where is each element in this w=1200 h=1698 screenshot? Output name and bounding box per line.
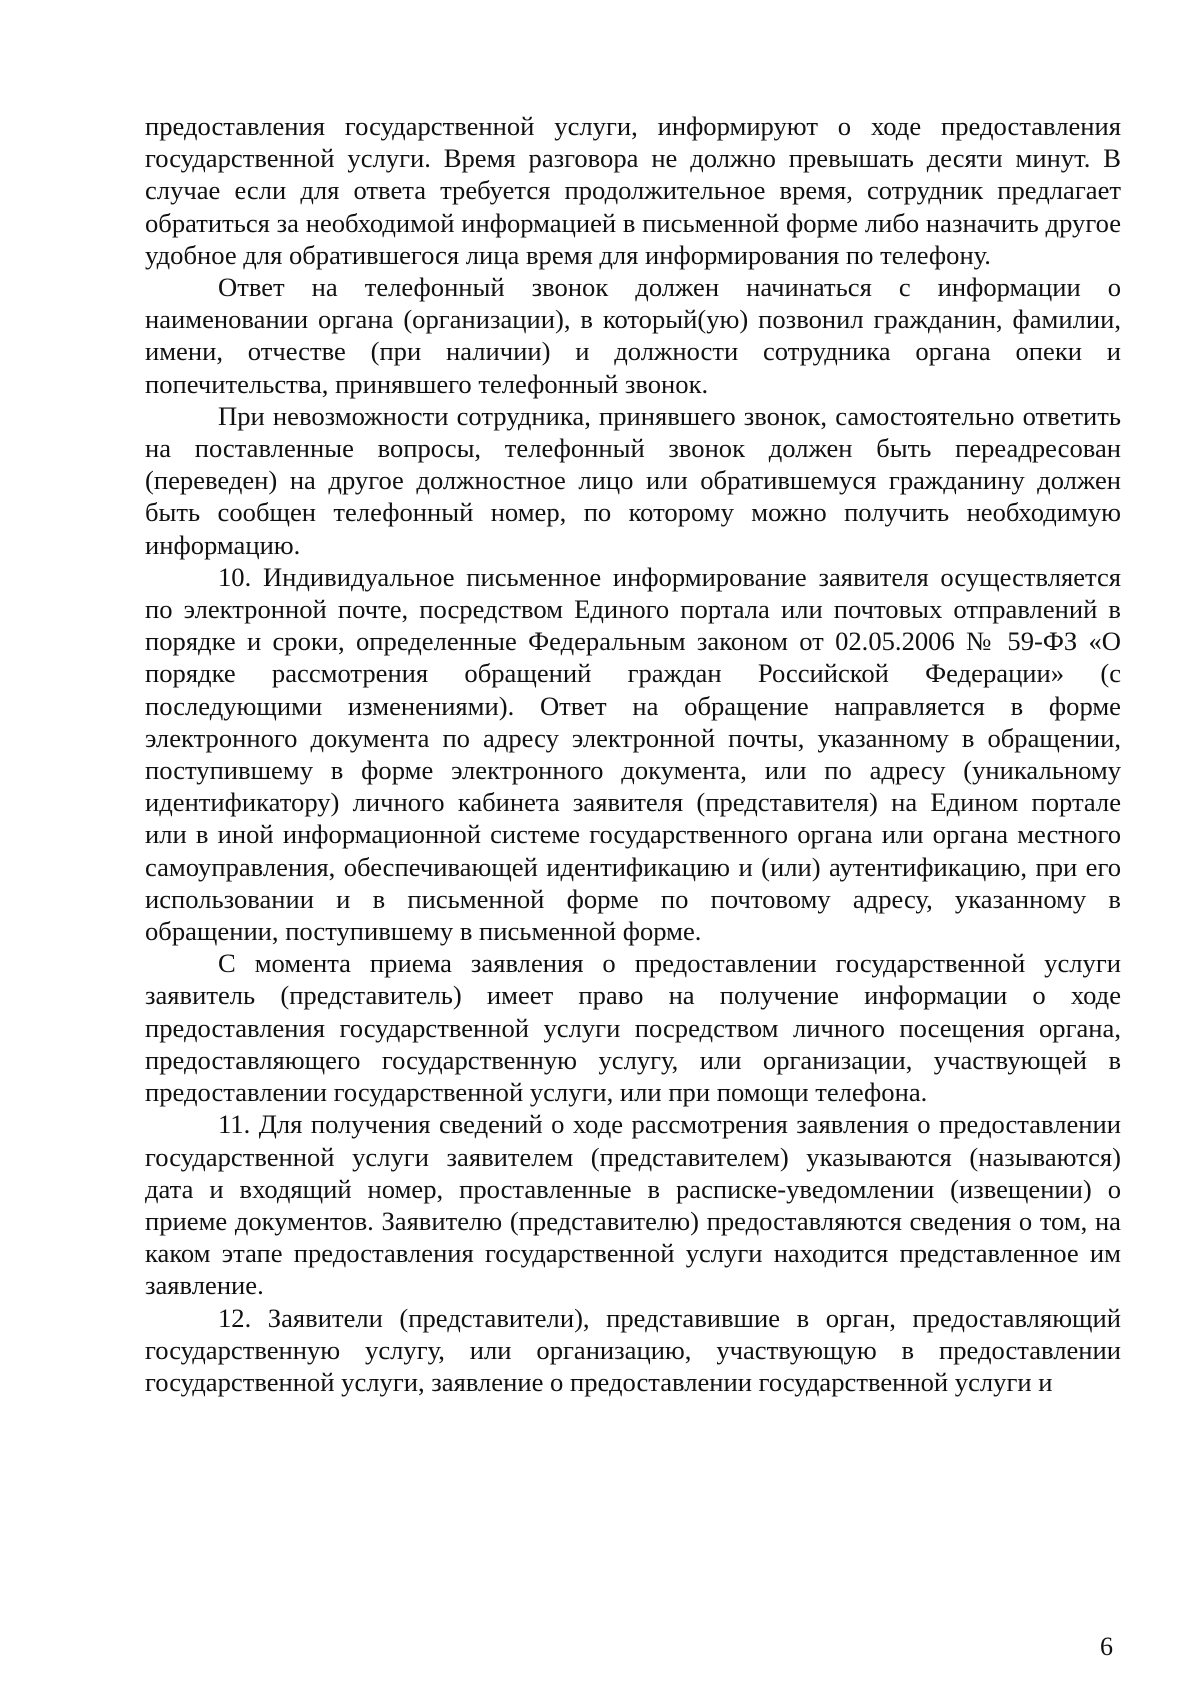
paragraph-call-answer: Ответ на телефонный звонок должен начинаться с информации о наименовании органа (организации), в который(ую) позвонил гражданин, фамилии, имени, отчестве (при наличии) и должности сотрудника органа опеки и попечительства, принявшего телефонный звонок. [145, 272, 1121, 399]
page-number: 6 [1100, 1632, 1113, 1661]
paragraph-call-redirect: При невозможности сотрудника, принявшего звонок, самостоятельно ответить на поставленные вопросы, телефонный звонок должен быть переадресован (переведен) на другое должностное лицо или обратившемуся гражданину должен быть сообщен телефонный номер, по которому можно получить необходимую информацию. [145, 400, 1121, 560]
paragraph-status-info: С момента приема заявления о предоставлении государственной услуги заявитель (представитель) имеет право на получение информации о ходе предоставления государственной услуги посредством личного посещения органа, предоставляющего государственную услугу, или организации, участвующей в предоставлении государственной услуги, или при помощи телефона. [145, 948, 1121, 1108]
paragraph-item-11: 11. Для получения сведений о ходе рассмотрения заявления о предоставлении государственной услуги заявителем (представителем) указываются (называются) дата и входящий номер, проставленные в расписке-уведомлении (извещении) о приеме документов. Заявителю (представителю) предоставляются сведения о том, на каком этапе предоставления государственной услуги находится представленное им заявление. [145, 1109, 1121, 1301]
paragraph-item-12: 12. Заявители (представители), представившие в орган, предоставляющий государственную услугу, или организацию, участвующую в предоставлении государственной услуги, заявление о предоставлении государственной услуги и [145, 1302, 1121, 1397]
document-body [145, 110, 1121, 1398]
paragraph-item-10: 10. Индивидуальное письменное информирование заявителя осуществляется по электронной почте, посредством Единого портала или почтовых отправлений в порядке и сроки, определенные Федеральным законом от 02.05.2006 № 59-ФЗ «О порядке рассмотрения обращений граждан Российской Федерации» (с последующими изменениями). Ответ на обращение направляется в форме электронного документа по адресу электронной почты, указанному в обращении, поступившему в форме электронного документа, или по адресу (уникальному идентификатору) личного кабинета заявителя (представителя) на Едином портале или в иной информационной системе государственного органа или органа местного самоуправления, обеспечивающей идентификацию и (или) аутентификацию, при его использовании и в письменной форме по почтовому адресу, указанному в обращении, поступившему в письменной форме. [145, 561, 1121, 947]
paragraph-continuation: предоставления государственной услуги, информируют о ходе предоставления государственной услуги. Время разговора не должно превышать десяти минут. В случае если для ответа требуется продолжительное время, сотрудник предлагает обратиться за необходимой информацией в письменной форме либо назначить другое удобное для обратившегося лица время для информирования по телефону. [145, 111, 1121, 270]
